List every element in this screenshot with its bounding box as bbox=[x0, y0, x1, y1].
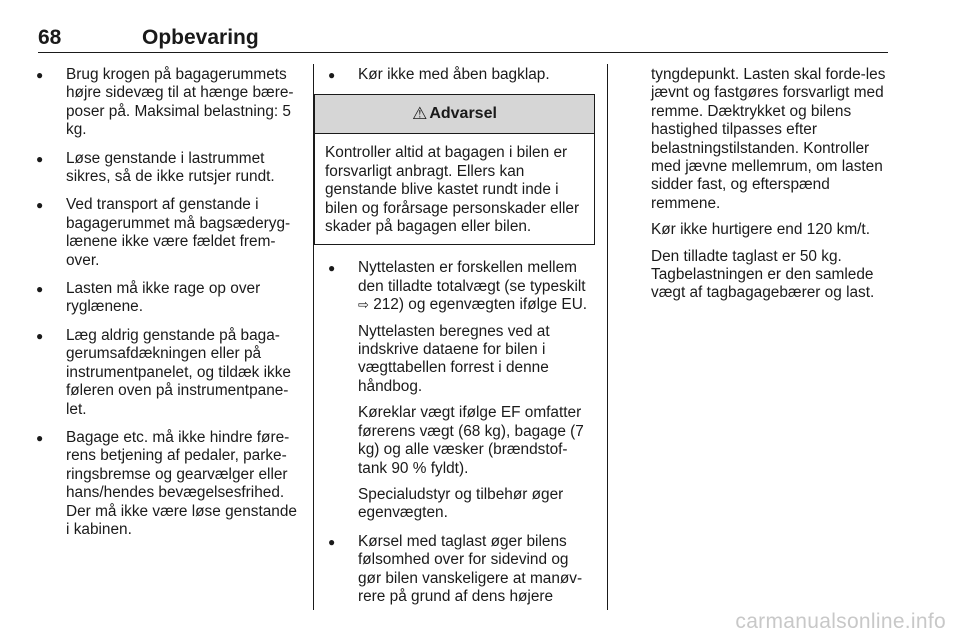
list-item: ● Kørsel med taglast øger bilens følsomhed over for sidevind og gør bilen vanskeligere at manøv-rere på grund af dens højere bbox=[328, 533, 594, 607]
list-item: ● Lasten må ikke rage op over ryglænene. bbox=[36, 280, 302, 317]
list-item: ● Kør ikke med åben bagklap. bbox=[328, 66, 594, 84]
header-rule bbox=[38, 52, 888, 53]
paragraph: Kør ikke hurtigere end 120 km/t. bbox=[651, 221, 870, 239]
list-item: ● Læg aldrig genstande på baga-gerumsafdækningen eller på instrumentpanelet, og tildæk ikke føleren oven på instrumentpane-let. bbox=[36, 327, 302, 419]
warning-triangle-icon: ⚠ bbox=[412, 104, 428, 124]
warning-title: Advarsel bbox=[429, 105, 497, 123]
list-item-paragraph: Køreklar vægt ifølge EF omfatter førerens vægt (68 kg), bagage (7 kg) og alle væsker (brændstof-tank 90 % fyldt). bbox=[358, 404, 584, 477]
list-item-paragraph: Nyttelasten beregnes ved at indskrive dataene for bilen i vægttabellen forrest i denne håndbog. bbox=[358, 322, 550, 395]
page-reference-text: 212) og egenvægten ifølge EU. bbox=[373, 296, 588, 314]
list-item: ● Bagage etc. må ikke hindre føre-rens betjening af pedaler, parke-ringsbremse og gearvælger eller hans/hendes bevægelsesfrihed. Der må ikke være løse genstande i kabinen. bbox=[36, 429, 302, 539]
column-divider bbox=[607, 64, 608, 610]
list-item: ● Brug krogen på bagagerummets højre sidevæg til at hænge bære-poser på. Maksimal belastning: 5 kg. bbox=[36, 66, 302, 140]
page-title: Opbevaring bbox=[142, 26, 259, 49]
column-left bbox=[36, 66, 302, 549]
list-item: ● Ved transport af genstande i bagagerummet må bagsæderyg-lænene ikke være fældet frem-over. bbox=[36, 196, 302, 270]
column-right bbox=[651, 66, 893, 311]
paragraph: Den tilladte taglast er 50 kg. Tagbelastningen er den samlede vægt af tagbagagebærer og last. bbox=[651, 247, 875, 302]
list-item: ● Løse genstande i lastrummet sikres, så de ikke rutsjer rundt. bbox=[36, 150, 302, 187]
page-number: 68 bbox=[38, 26, 62, 49]
page-reference-arrow-icon[interactable]: ⇨ bbox=[358, 297, 369, 313]
list-item-paragraph: Specialudstyr og tilbehør øger egenvægten. bbox=[358, 485, 564, 522]
warning-header bbox=[315, 95, 594, 134]
list-item-text: Nyttelasten er forskellen mellem den tilladte totalvægt (se typeskilt bbox=[358, 259, 586, 295]
column-middle bbox=[325, 66, 594, 616]
page-header bbox=[28, 20, 888, 54]
watermark: carmanualsonline.info bbox=[735, 610, 946, 633]
warning-text: Kontroller altid at bagagen i bilen er forsvarligt anbragt. Ellers kan genstande blive kastet rundt inde i bilen og forårsage personskader eller skader på bagagen eller bilen. bbox=[325, 144, 580, 236]
list-item bbox=[328, 259, 594, 522]
warning-box bbox=[314, 94, 595, 245]
paragraph: tyngdepunkt. Lasten skal forde-les jævnt og fastgøres forsvarligt med remme. Dæktrykket og bilens hastighed tilpasses efter belastningstilstanden. Kontroller med jævne mellemrum, om lasten sidder fast, og efterspænd remmene. bbox=[651, 66, 886, 212]
